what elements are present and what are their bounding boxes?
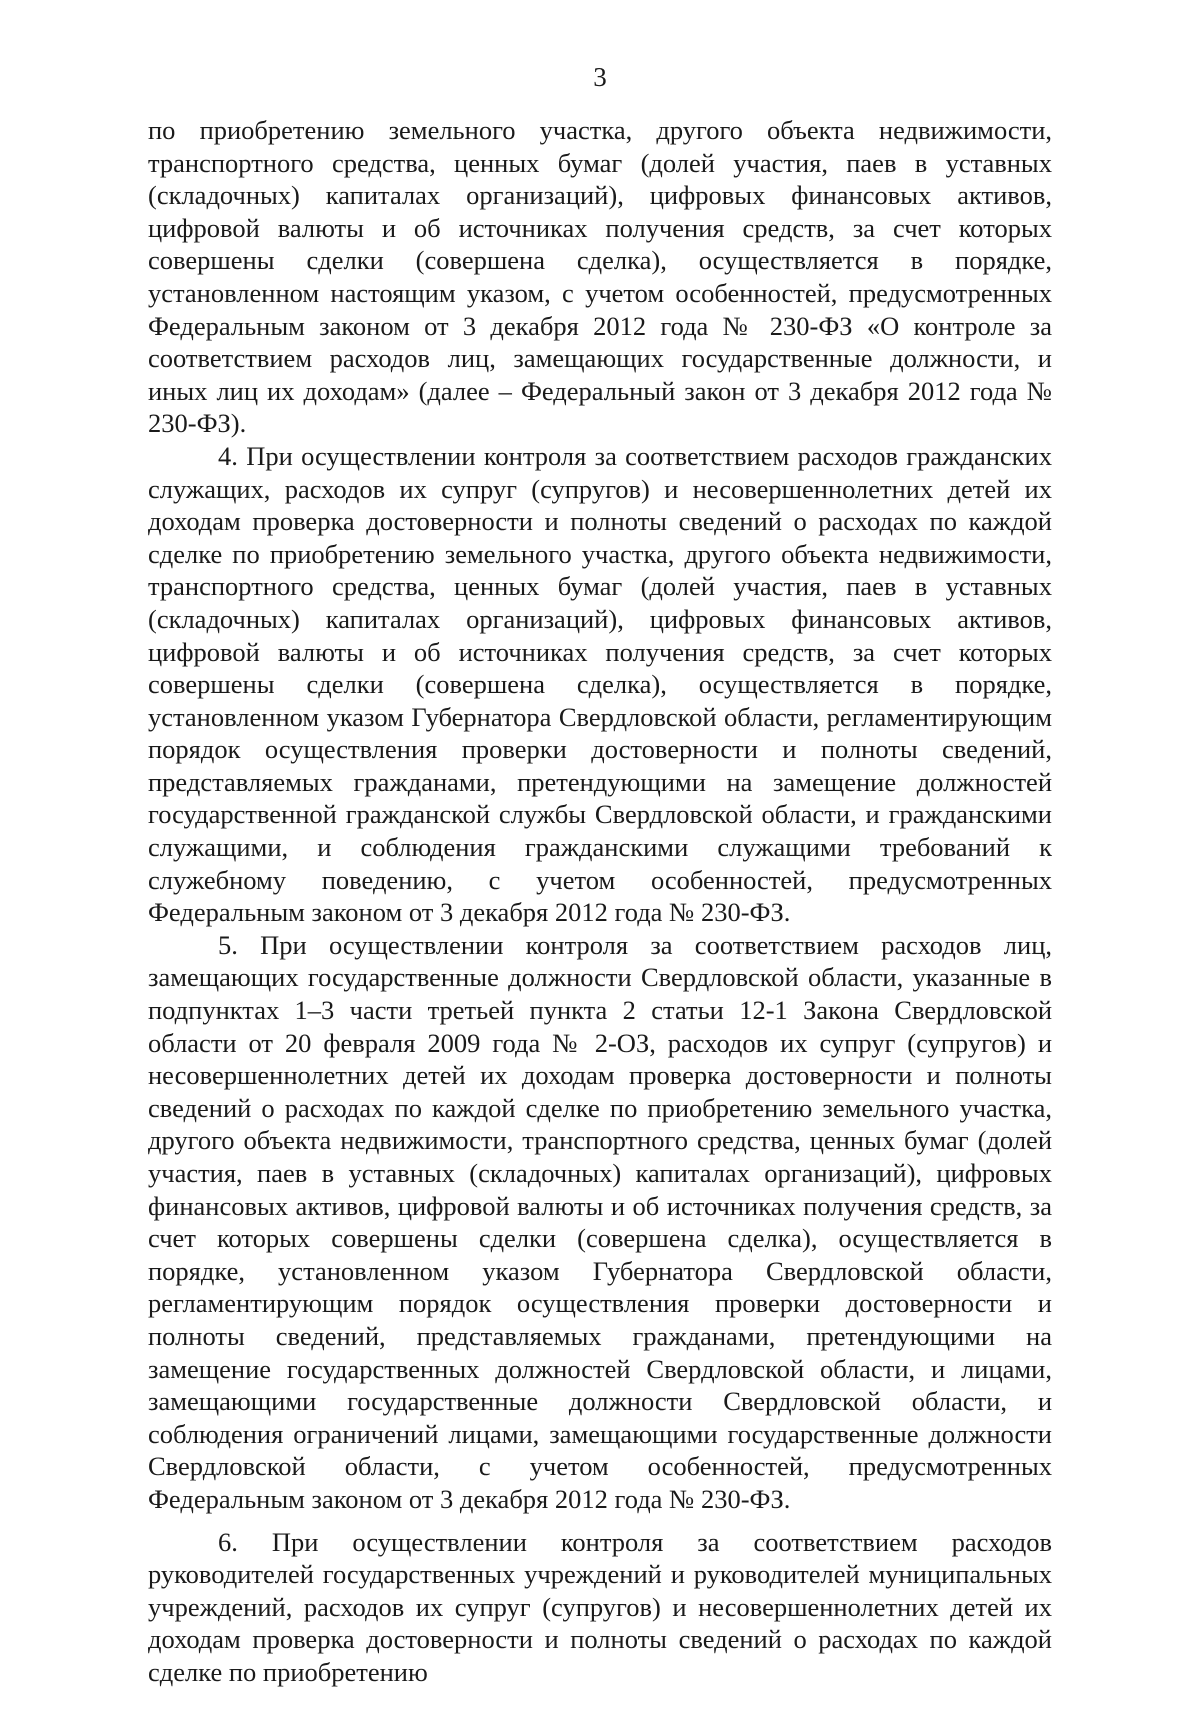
paragraph-item-4: 4. При осуществлении контроля за соответствием расходов гражданских служащих, расходов их супруг (супругов) и несовершеннолетних детей их доходам проверка достоверности и полноты сведений о расходах по каждой сделке по приобретению земельного участка, другого объекта недвижимости, транспортного средства, ценных бумаг (долей участия, паев в уставных (складочных) капиталах организаций), цифровых финансовых активов, цифровой валюты и об источниках получения средств, за счет которых совершены сделки (совершена сделка), осуществляется в порядке, установленном указом Губернатора Свердловской области, регламентирующим порядок осуществления проверки достоверности и полноты сведений, представляемых гражданами, претендующими на замещение должностей государственной гражданской службы Свердловской области, и гражданскими служащими, и соблюдения гражданскими служащими требований к служебному поведению, с учетом особенностей, предусмотренных Федеральным законом от 3 декабря 2012 года № 230-ФЗ. [148, 440, 1052, 928]
paragraph-item-6: 6. При осуществлении контроля за соответствием расходов руководителей государственных учреждений и руководителей муниципальных учреждений, расходов их супруг (супругов) и несовершеннолетних детей их доходам проверка достоверности и полноты сведений о расходах по каждой сделке по приобретению [148, 1526, 1052, 1687]
paragraph-continuation: по приобретению земельного участка, другого объекта недвижимости, транспортного средства, ценных бумаг (долей участия, паев в уставных (складочных) капиталах организаций), цифровых финансовых активов, цифровой валюты и об источниках получения средств, за счет которых совершены сделки (совершена сделка), осуществляется в порядке, установленном настоящим указом, с учетом особенностей, предусмотренных Федеральным законом от 3 декабря 2012 года № 230-ФЗ «О контроле за соответствием расходов лиц, замещающих государственные должности, и иных лиц их доходам» (далее – Федеральный закон от 3 декабря 2012 года № 230-ФЗ). [148, 115, 1052, 439]
paragraph-item-5: 5. При осуществлении контроля за соответствием расходов лиц, замещающих государственные должности Свердловской области, указанные в подпунктах 1–3 части третьей пункта 2 статьи 12-1 Закона Свердловской области от 20 февраля 2009 года № 2-ОЗ, расходов их супруг (супругов) и несовершеннолетних детей их доходам проверка достоверности и полноты сведений о расходах по каждой сделке по приобретению земельного участка, другого объекта недвижимости, транспортного средства, ценных бумаг (долей участия, паев в уставных (складочных) капиталах организаций), цифровых финансовых активов, цифровой валюты и об источниках получения средств, за счет которых совершены сделки (совершена сделка), осуществляется в порядке, установленном указом Губернатора Свердловской области, регламентирующим порядок осуществления проверки достоверности и полноты сведений, представляемых гражданами, претендующими на замещение государственных должностей Свердловской области, и лицами, замещающими государственные должности Свердловской области, и соблюдения ограничений лицами, замещающими государственные должности Свердловской области, с учетом особенностей, предусмотренных Федеральным законом от 3 декабря 2012 года № 230-ФЗ. [148, 929, 1052, 1514]
page-number: 3 [593, 62, 607, 92]
document-body [148, 114, 1052, 1689]
